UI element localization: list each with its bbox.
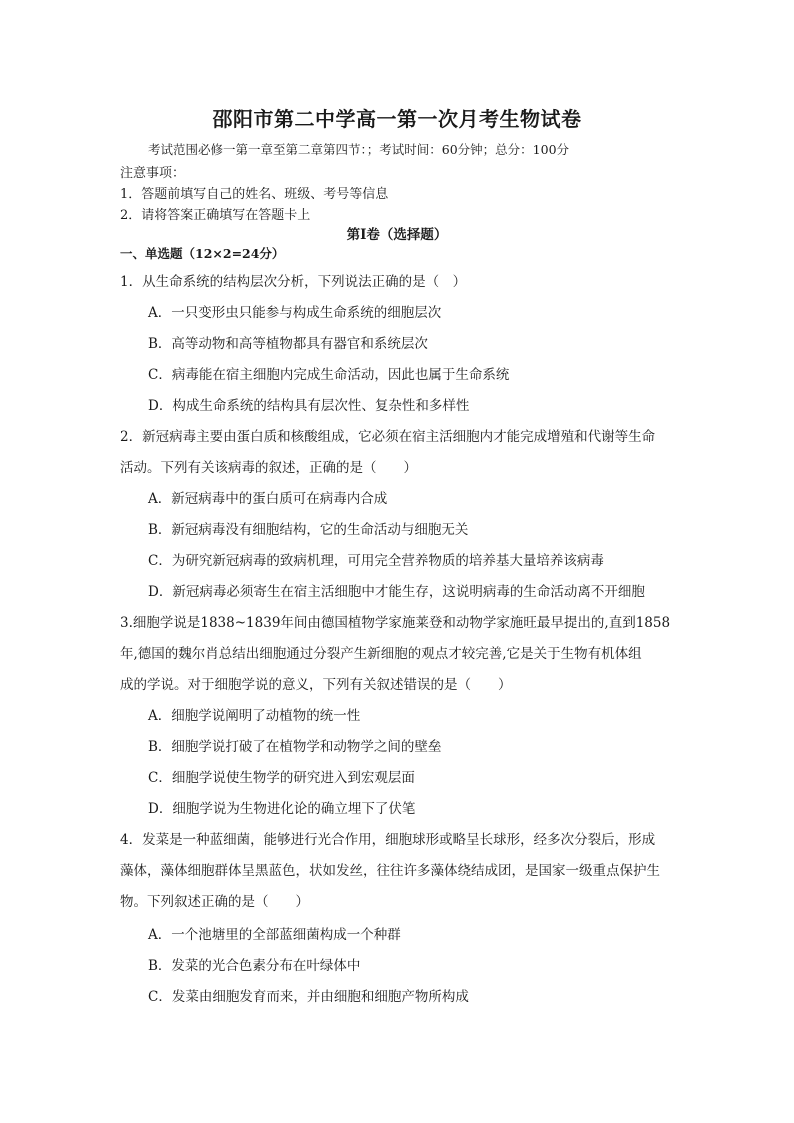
question-1-stem: 1．从生命系统的结构层次分析，下列说法正确的是（ ） [120,274,467,290]
question-3-stem: 3.细胞学说是1838~1839年间由德国植物学家施莱登和动物学家施旺最早提出的,直到1858 [120,615,671,631]
exam-info: 考试范围必修一第一章至第二章第四节：；考试时间：60分钟；总分：100分 [148,142,570,157]
question-4-option-c: C．发菜由细胞发育而来，并由细胞和细胞产物所构成 [148,989,469,1005]
question-2-option-a: A．新冠病毒中的蛋白质可在病毒内合成 [148,491,388,507]
question-2-option-d: D．新冠病毒必须寄生在宿主活细胞中才能生存，这说明病毒的生命活动离不开细胞 [148,584,645,600]
question-4-stem: 藻体，藻体细胞群体呈黑蓝色，状如发丝，往往许多藻体绕结成团，是国家一级重点保护生 [120,863,660,879]
exam-title: 邵阳市第二中学高一第一次月考生物试卷 [212,107,582,131]
section-title: 第I卷（选择题） [346,227,448,243]
question-2-option-c: C．为研究新冠病毒的致病机理，可用完全营养物质的培养基大量培养该病毒 [148,553,604,569]
question-3-stem: 成的学说。对于细胞学说的意义，下列有关叙述错误的是（ ） [120,677,512,693]
question-1-option-b: B．高等动物和高等植物都具有器官和系统层次 [148,336,428,352]
question-2-option-b: B．新冠病毒没有细胞结构，它的生命活动与细胞无关 [148,522,469,538]
question-4-stem: 4．发菜是一种蓝细菌，能够进行光合作用，细胞球形或略呈长球形，经多次分裂后，形成 [120,832,656,848]
question-1-option-d: D．构成生命系统的结构具有层次性、复杂性和多样性 [148,398,470,414]
question-3-stem: 年,德国的魏尔肖总结出细胞通过分裂产生新细胞的观点才较完善,它是关于生物有机体组 [120,646,642,662]
question-3-option-d: D．细胞学说为生物进化论的确立埋下了伏笔 [148,801,416,817]
question-4-option-a: A．一个池塘里的全部蓝细菌构成一个种群 [148,927,401,943]
notice-heading: 注意事项： [120,166,186,181]
notice-item: 2．请将答案正确填写在答题卡上 [120,208,311,223]
question-4-stem: 物。下列叙述正确的是（ ） [120,894,309,910]
notice-item: 1．答题前填写自己的姓名、班级、考号等信息 [120,187,389,202]
question-1-option-a: A．一只变形虫只能参与构成生命系统的细胞层次 [148,305,442,321]
question-3-option-c: C．细胞学说使生物学的研究进入到宏观层面 [148,770,415,786]
question-3-option-a: A．细胞学说阐明了动植物的统一性 [148,708,361,724]
question-4-option-b: B．发菜的光合色素分布在叶绿体中 [148,958,361,974]
question-2-stem: 活动。下列有关该病毒的叙述，正确的是（ ） [120,460,417,476]
question-3-option-b: B．细胞学说打破了在植物学和动物学之间的壁垒 [148,739,442,755]
subsection-title: 一、单选题（12×2=24分） [120,246,285,261]
question-1-option-c: C．病毒能在宿主细胞内完成生命活动，因此也属于生命系统 [148,367,510,383]
question-2-stem: 2．新冠病毒主要由蛋白质和核酸组成，它必须在宿主活细胞内才能完成增殖和代谢等生命 [120,429,656,445]
